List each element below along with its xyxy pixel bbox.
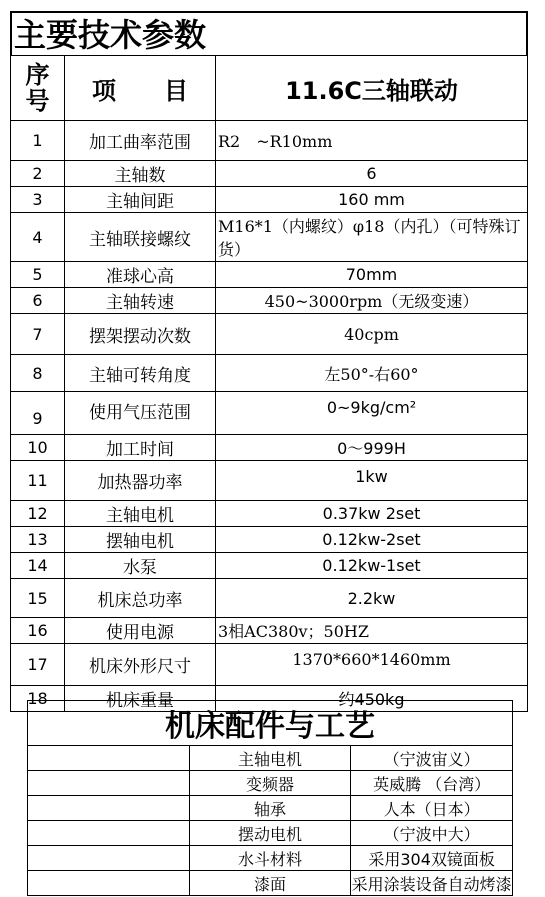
row-item: 加热器功率 — [65, 461, 216, 501]
table-row — [11, 579, 528, 618]
row-value: 0.12kw-2set — [216, 527, 528, 553]
row-no: 10 — [11, 435, 65, 461]
accessories-title-row — [28, 701, 513, 746]
row-no: 14 — [11, 553, 65, 579]
header-no: 序 号 — [11, 56, 65, 121]
row-value: 40cpm — [216, 314, 528, 355]
row-no: 7 — [11, 314, 65, 355]
row-item: 主轴可转角度 — [65, 355, 216, 392]
row-value: 0.37kw 2set — [216, 501, 528, 527]
table-row — [11, 392, 528, 435]
row-item: 主轴数 — [65, 161, 216, 187]
row-value: 人本（日本） — [351, 796, 513, 821]
row-blank — [28, 846, 190, 871]
row-value: 0.12kw-1set — [216, 553, 528, 579]
row-value: 采用304双镜面板 — [351, 846, 513, 871]
row-blank — [28, 871, 190, 896]
table-row — [11, 288, 528, 314]
row-item: 加工曲率范围 — [65, 121, 216, 161]
row-no: 15 — [11, 579, 65, 618]
row-value: 70mm — [216, 262, 528, 288]
table-row — [28, 796, 513, 821]
row-item: 主轴转速 — [65, 288, 216, 314]
table-row — [11, 355, 528, 392]
row-name: 漆面 — [189, 871, 351, 896]
row-value: 3相AC380v；50HZ — [216, 618, 528, 644]
table-row — [28, 746, 513, 771]
table-row — [11, 644, 528, 686]
row-item: 准球心高 — [65, 262, 216, 288]
row-value: 1kw — [216, 461, 528, 501]
table-row — [11, 501, 528, 527]
row-value: M16*1（内螺纹）φ18（内孔）（可特殊订货） — [216, 213, 528, 262]
table-row — [11, 161, 528, 187]
row-value: （宁波中大） — [351, 821, 513, 846]
table-row — [11, 553, 528, 579]
table-row — [11, 618, 528, 644]
row-item: 使用电源 — [65, 618, 216, 644]
table-row — [11, 527, 528, 553]
table-row — [11, 262, 528, 288]
table-row — [28, 846, 513, 871]
row-no: 18 — [11, 686, 65, 712]
row-value: 0~9kg/cm² — [216, 392, 528, 435]
spec-table — [10, 55, 528, 712]
row-item: 主轴电机 — [65, 501, 216, 527]
row-item: 机床外形尺寸 — [65, 644, 216, 686]
row-no: 2 — [11, 161, 65, 187]
row-no: 9 — [11, 392, 65, 435]
row-value: R2 ~R10mm — [216, 121, 528, 161]
row-value: 约450kg — [216, 686, 528, 712]
table-row — [28, 821, 513, 846]
row-item: 水泵 — [65, 553, 216, 579]
page-title: 主要技术参数 — [10, 11, 528, 55]
header-model: 11.6C三轴联动 — [216, 56, 528, 121]
table-row — [11, 461, 528, 501]
table-row — [11, 213, 528, 262]
row-item: 机床重量 — [65, 686, 216, 712]
row-no: 12 — [11, 501, 65, 527]
row-blank — [28, 821, 190, 846]
row-no: 5 — [11, 262, 65, 288]
row-name: 摆动电机 — [189, 821, 351, 846]
spec-header-row — [11, 56, 528, 121]
row-blank — [28, 796, 190, 821]
row-blank — [28, 771, 190, 796]
row-item: 加工时间 — [65, 435, 216, 461]
row-no: 8 — [11, 355, 65, 392]
accessories-title: 机床配件与工艺 — [28, 701, 513, 746]
row-no: 17 — [11, 644, 65, 686]
row-no: 16 — [11, 618, 65, 644]
row-item: 摆架摆动次数 — [65, 314, 216, 355]
row-name: 变频器 — [189, 771, 351, 796]
row-no: 3 — [11, 187, 65, 213]
table-row — [28, 771, 513, 796]
row-name: 主轴电机 — [189, 746, 351, 771]
table-row — [11, 121, 528, 161]
row-value: 采用涂装设备自动烤漆 — [351, 871, 513, 896]
table-row — [28, 871, 513, 896]
row-no: 1 — [11, 121, 65, 161]
row-item: 使用气压范围 — [65, 392, 216, 435]
row-no: 6 — [11, 288, 65, 314]
row-value: 6 — [216, 161, 528, 187]
table-row — [11, 187, 528, 213]
row-item: 摆轴电机 — [65, 527, 216, 553]
row-value: 1370*660*1460mm — [216, 644, 528, 686]
row-item: 主轴间距 — [65, 187, 216, 213]
row-value: 450~3000rpm（无级变速） — [216, 288, 528, 314]
header-item: 项 目 — [65, 56, 216, 121]
row-blank — [28, 746, 190, 771]
row-name: 水斗材料 — [189, 846, 351, 871]
row-value: （宁波宙义） — [351, 746, 513, 771]
row-value: 2.2kw — [216, 579, 528, 618]
table-row — [11, 435, 528, 461]
table-row — [11, 314, 528, 355]
accessories-table — [27, 700, 513, 896]
row-no: 4 — [11, 213, 65, 262]
row-value: 160 mm — [216, 187, 528, 213]
row-value: 左50°-右60° — [216, 355, 528, 392]
row-name: 轴承 — [189, 796, 351, 821]
row-no: 13 — [11, 527, 65, 553]
row-value: 0～999H — [216, 435, 528, 461]
row-item: 主轴联接螺纹 — [65, 213, 216, 262]
row-no: 11 — [11, 461, 65, 501]
row-item: 机床总功率 — [65, 579, 216, 618]
row-value: 英威腾 （台湾） — [351, 771, 513, 796]
